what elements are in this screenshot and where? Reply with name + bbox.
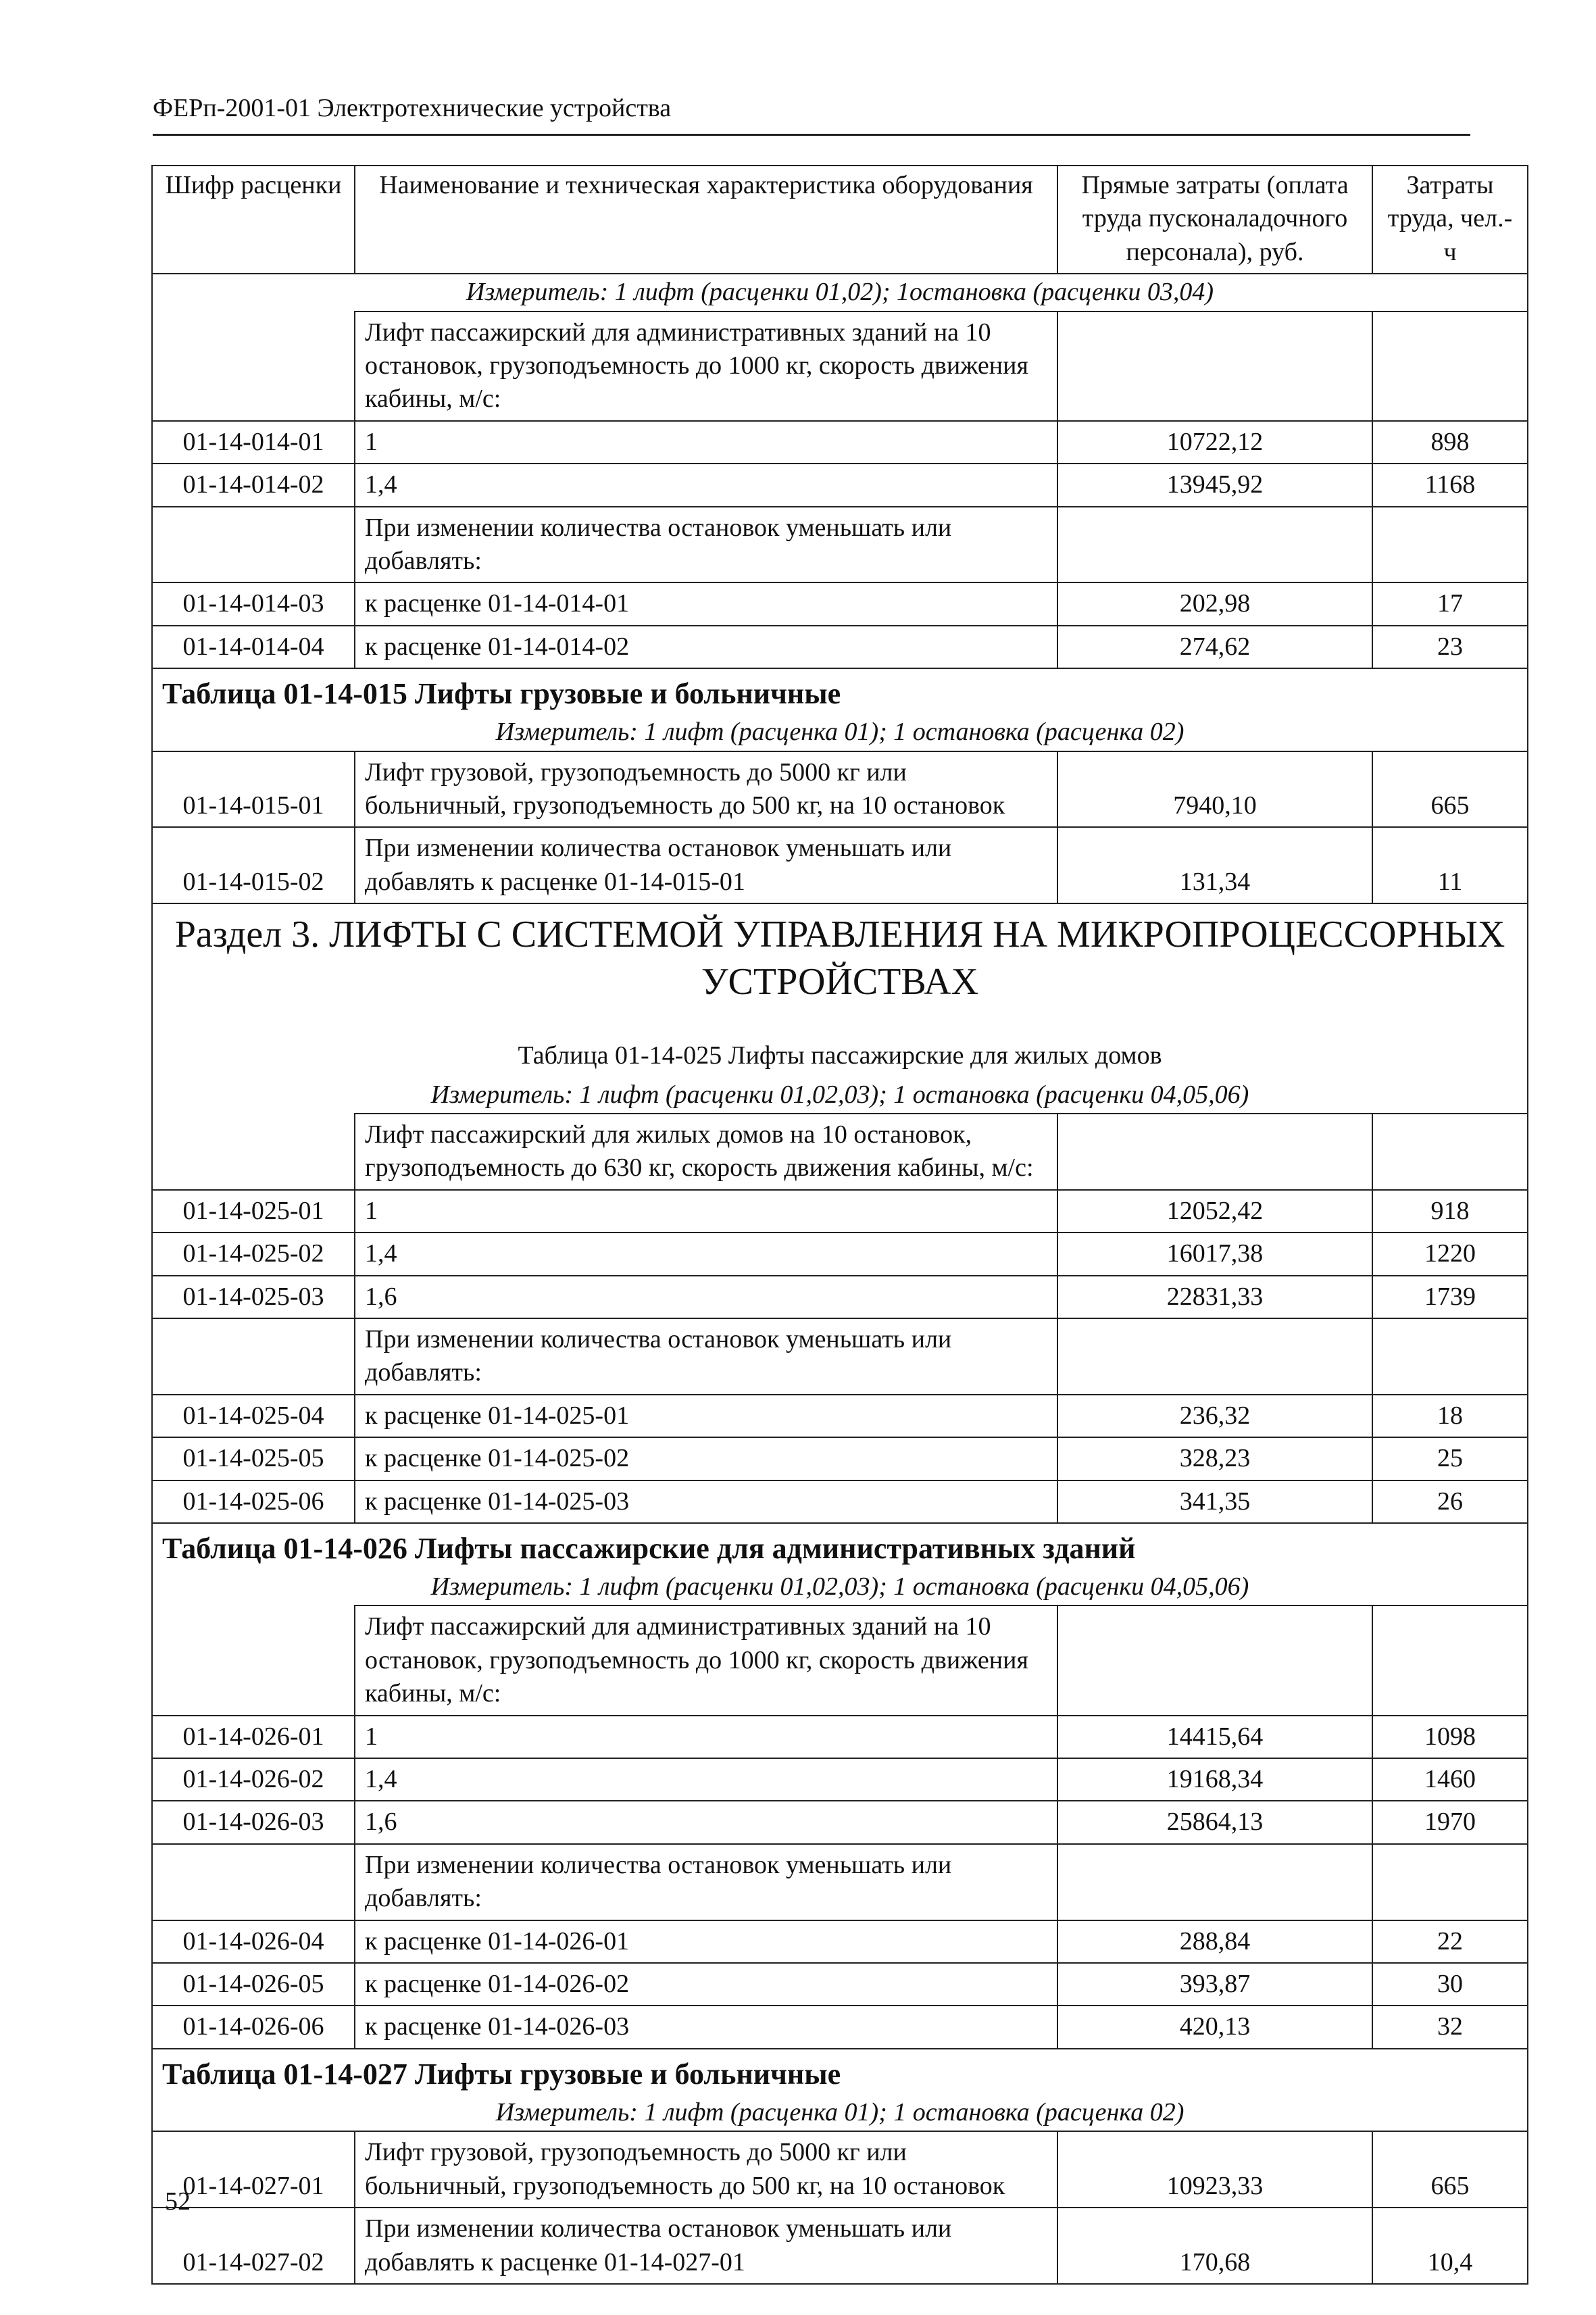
- rate-code: 01-14-026-05: [152, 1963, 355, 2006]
- rate-name: к расценке 01-14-014-01: [355, 582, 1057, 625]
- labor-cell-empty: [1372, 507, 1528, 583]
- meter-note: Измеритель: 1 лифт (расценка 01); 1 остановка (расценка 02): [152, 2095, 1528, 2131]
- rate-name: к расценке 01-14-025-03: [355, 1480, 1057, 1523]
- rate-name: 1,6: [355, 1801, 1057, 1843]
- rate-code: 01-14-014-03: [152, 582, 355, 625]
- rate-name: к расценке 01-14-026-03: [355, 2006, 1057, 2048]
- intro-text: Лифт пассажирский для административных зданий на 10 остановок, грузоподъемность до 1000 кг, скорость движения кабины, м/с:: [355, 312, 1057, 421]
- rate-name: к расценке 01-14-025-02: [355, 1437, 1057, 1480]
- intro-row: [152, 312, 1528, 421]
- rate-name: Лифт грузовой, грузоподъемность до 5000 кг или больничный, грузоподъемность до 500 кг, на 10 остановок: [355, 2131, 1057, 2208]
- table-row: [152, 751, 1528, 828]
- meter-note-row: [152, 714, 1528, 751]
- direct-cost: 131,34: [1057, 827, 1372, 903]
- direct-cost: 202,98: [1057, 582, 1372, 625]
- table-title-row: [152, 1019, 1528, 1076]
- labor-cost: 11: [1372, 827, 1528, 903]
- table-row: [152, 1395, 1528, 1437]
- table-row: [152, 582, 1528, 625]
- code-cell-empty: [152, 312, 355, 421]
- labor-cost: 17: [1372, 582, 1528, 625]
- rate-code: 01-14-026-01: [152, 1716, 355, 1758]
- direct-cost: 10722,12: [1057, 421, 1372, 464]
- direct-cost: 13945,92: [1057, 464, 1372, 506]
- code-cell-empty: [152, 1844, 355, 1920]
- table-title: Таблица 01-14-027 Лифты грузовые и больничные: [152, 2049, 1528, 2095]
- labor-cost: 18: [1372, 1395, 1528, 1437]
- running-header: ФЕРп-2001-01 Электротехнические устройства: [153, 94, 672, 122]
- labor-cell-empty: [1372, 312, 1528, 421]
- rate-name: При изменении количества остановок уменьшать или добавлять к расценке 01-14-027-01: [355, 2208, 1057, 2284]
- section-title-row: [152, 903, 1528, 1019]
- intro-text: Лифт пассажирский для административных зданий на 10 остановок, грузоподъемность до 1000 кг, скорость движения кабины, м/с:: [355, 1605, 1057, 1715]
- table-title: Таблица 01-14-015 Лифты грузовые и больничные: [152, 668, 1528, 714]
- direct-cost: 16017,38: [1057, 1233, 1372, 1275]
- table-row: [152, 1480, 1528, 1523]
- direct-cost: 341,35: [1057, 1480, 1372, 1523]
- labor-cost: 30: [1372, 1963, 1528, 2006]
- rate-name: При изменении количества остановок уменьшать или добавлять к расценке 01-14-015-01: [355, 827, 1057, 903]
- table-title-row: [152, 668, 1528, 714]
- table-header-row: [152, 166, 1528, 274]
- meter-note: Измеритель: 1 лифт (расценки 01,02,03); 1 остановка (расценки 04,05,06): [152, 1569, 1528, 1605]
- cost-cell-empty: [1057, 1605, 1372, 1715]
- direct-cost: 10923,33: [1057, 2131, 1372, 2208]
- direct-cost: 14415,64: [1057, 1716, 1372, 1758]
- direct-cost: 288,84: [1057, 1920, 1372, 1963]
- rate-code: 01-14-025-06: [152, 1480, 355, 1523]
- direct-cost: 393,87: [1057, 1963, 1372, 2006]
- table-row: [152, 1758, 1528, 1801]
- intro-text: Лифт пассажирский для жилых домов на 10 остановок, грузоподъемность до 630 кг, скорость движения кабины, м/с:: [355, 1114, 1057, 1190]
- direct-cost: 7940,10: [1057, 751, 1372, 828]
- labor-cell-empty: [1372, 1318, 1528, 1395]
- direct-cost: 420,13: [1057, 2006, 1372, 2048]
- table-row: [152, 464, 1528, 506]
- rate-name: к расценке 01-14-025-01: [355, 1395, 1057, 1437]
- table-title-row: [152, 2049, 1528, 2095]
- code-cell-empty: [152, 1114, 355, 1190]
- labor-cost: 10,4: [1372, 2208, 1528, 2284]
- rate-code: 01-14-027-01: [152, 2131, 355, 2208]
- labor-cell-empty: [1372, 1844, 1528, 1920]
- rate-name: 1,6: [355, 1276, 1057, 1318]
- table-row: [152, 1233, 1528, 1275]
- table-row: [152, 1716, 1528, 1758]
- meter-note-row: [152, 1569, 1528, 1605]
- rate-name: к расценке 01-14-014-02: [355, 626, 1057, 668]
- intro-text: При изменении количества остановок уменьшать или добавлять:: [355, 507, 1057, 583]
- section-title: Раздел 3. ЛИФТЫ С СИСТЕМОЙ УПРАВЛЕНИЯ НА МИКРОПРОЦЕССОРНЫХ УСТРОЙСТВАХ: [152, 903, 1528, 1019]
- intro-text: При изменении количества остановок уменьшать или добавлять:: [355, 1318, 1057, 1395]
- rate-name: 1: [355, 421, 1057, 464]
- code-cell-empty: [152, 507, 355, 583]
- page-number: 52: [165, 2187, 191, 2216]
- column-header-code: Шифр расценки: [152, 166, 355, 274]
- rate-name: к расценке 01-14-026-02: [355, 1963, 1057, 2006]
- intro-row: [152, 1114, 1528, 1190]
- labor-cell-empty: [1372, 1114, 1528, 1190]
- table-row: [152, 827, 1528, 903]
- rate-name: Лифт грузовой, грузоподъемность до 5000 кг или больничный, грузоподъемность до 500 кг, на 10 остановок: [355, 751, 1057, 828]
- direct-cost: 25864,13: [1057, 1801, 1372, 1843]
- rate-name: 1: [355, 1716, 1057, 1758]
- rate-code: 01-14-026-03: [152, 1801, 355, 1843]
- table-row: [152, 1801, 1528, 1843]
- labor-cost: 665: [1372, 751, 1528, 828]
- labor-cell-empty: [1372, 1605, 1528, 1715]
- code-cell-empty: [152, 1605, 355, 1715]
- intro-text: При изменении количества остановок уменьшать или добавлять:: [355, 1844, 1057, 1920]
- labor-cost: 1220: [1372, 1233, 1528, 1275]
- meter-note: Измеритель: 1 лифт (расценки 01,02,03); 1 остановка (расценки 04,05,06): [152, 1077, 1528, 1114]
- intro-row: [152, 507, 1528, 583]
- table-title-row: [152, 1523, 1528, 1569]
- column-header-labor: Затраты труда, чел.-ч: [1372, 166, 1528, 274]
- direct-cost: 170,68: [1057, 2208, 1372, 2284]
- labor-cost: 918: [1372, 1190, 1528, 1233]
- rate-code: 01-14-025-05: [152, 1437, 355, 1480]
- rate-code: 01-14-026-06: [152, 2006, 355, 2048]
- direct-cost: 328,23: [1057, 1437, 1372, 1480]
- table-row: [152, 2208, 1528, 2284]
- labor-cost: 898: [1372, 421, 1528, 464]
- meter-note: Измеритель: 1 лифт (расценка 01); 1 остановка (расценка 02): [152, 714, 1528, 751]
- labor-cost: 23: [1372, 626, 1528, 668]
- labor-cost: 22: [1372, 1920, 1528, 1963]
- cost-cell-empty: [1057, 507, 1372, 583]
- rate-name: 1: [355, 1190, 1057, 1233]
- meter-note: Измеритель: 1 лифт (расценки 01,02); 1остановка (расценки 03,04): [152, 274, 1528, 311]
- direct-cost: 236,32: [1057, 1395, 1372, 1437]
- labor-cost: 32: [1372, 2006, 1528, 2048]
- cost-cell-empty: [1057, 1844, 1372, 1920]
- rate-code: 01-14-026-04: [152, 1920, 355, 1963]
- table-row: [152, 626, 1528, 668]
- direct-cost: 22831,33: [1057, 1276, 1372, 1318]
- rate-code: 01-14-015-02: [152, 827, 355, 903]
- labor-cost: 1739: [1372, 1276, 1528, 1318]
- code-cell-empty: [152, 1318, 355, 1395]
- cost-cell-empty: [1057, 312, 1372, 421]
- table-row: [152, 2131, 1528, 2208]
- table-title: Таблица 01-14-026 Лифты пассажирские для административных зданий: [152, 1523, 1528, 1569]
- rate-name: к расценке 01-14-026-01: [355, 1920, 1057, 1963]
- table-row: [152, 1437, 1528, 1480]
- rate-code: 01-14-014-04: [152, 626, 355, 668]
- table-row: [152, 1190, 1528, 1233]
- intro-row: [152, 1318, 1528, 1395]
- labor-cost: 1168: [1372, 464, 1528, 506]
- rate-code: 01-14-015-01: [152, 751, 355, 828]
- labor-cost: 1970: [1372, 1801, 1528, 1843]
- labor-cost: 25: [1372, 1437, 1528, 1480]
- table-title: Таблица 01-14-025 Лифты пассажирские для жилых домов: [152, 1019, 1528, 1076]
- rate-code: 01-14-014-02: [152, 464, 355, 506]
- direct-cost: 12052,42: [1057, 1190, 1372, 1233]
- rate-code: 01-14-014-01: [152, 421, 355, 464]
- rate-code: 01-14-025-03: [152, 1276, 355, 1318]
- labor-cost: 1098: [1372, 1716, 1528, 1758]
- labor-cost: 665: [1372, 2131, 1528, 2208]
- header-divider: [153, 134, 1470, 136]
- intro-row: [152, 1605, 1528, 1715]
- rate-name: 1,4: [355, 464, 1057, 506]
- cost-cell-empty: [1057, 1318, 1372, 1395]
- labor-cost: 1460: [1372, 1758, 1528, 1801]
- column-header-name: Наименование и техническая характеристика оборудования: [355, 166, 1057, 274]
- rate-code: 01-14-026-02: [152, 1758, 355, 1801]
- rate-code: 01-14-025-02: [152, 1233, 355, 1275]
- rate-code: 01-14-027-02: [152, 2208, 355, 2284]
- direct-cost: 19168,34: [1057, 1758, 1372, 1801]
- direct-cost: 274,62: [1057, 626, 1372, 668]
- table-row: [152, 2006, 1528, 2048]
- meter-note-row: [152, 2095, 1528, 2131]
- table-row: [152, 1920, 1528, 1963]
- table-row: [152, 1276, 1528, 1318]
- rate-code: 01-14-025-01: [152, 1190, 355, 1233]
- column-header-direct-costs: Прямые затраты (оплата труда пусконаладочного персонала), руб.: [1057, 166, 1372, 274]
- rate-code: 01-14-025-04: [152, 1395, 355, 1437]
- table-row: [152, 421, 1528, 464]
- rate-name: 1,4: [355, 1233, 1057, 1275]
- cost-cell-empty: [1057, 1114, 1372, 1190]
- intro-row: [152, 1844, 1528, 1920]
- rate-name: 1,4: [355, 1758, 1057, 1801]
- price-table: [151, 165, 1528, 2285]
- meter-note-row: [152, 1077, 1528, 1114]
- labor-cost: 26: [1372, 1480, 1528, 1523]
- table-row: [152, 1963, 1528, 2006]
